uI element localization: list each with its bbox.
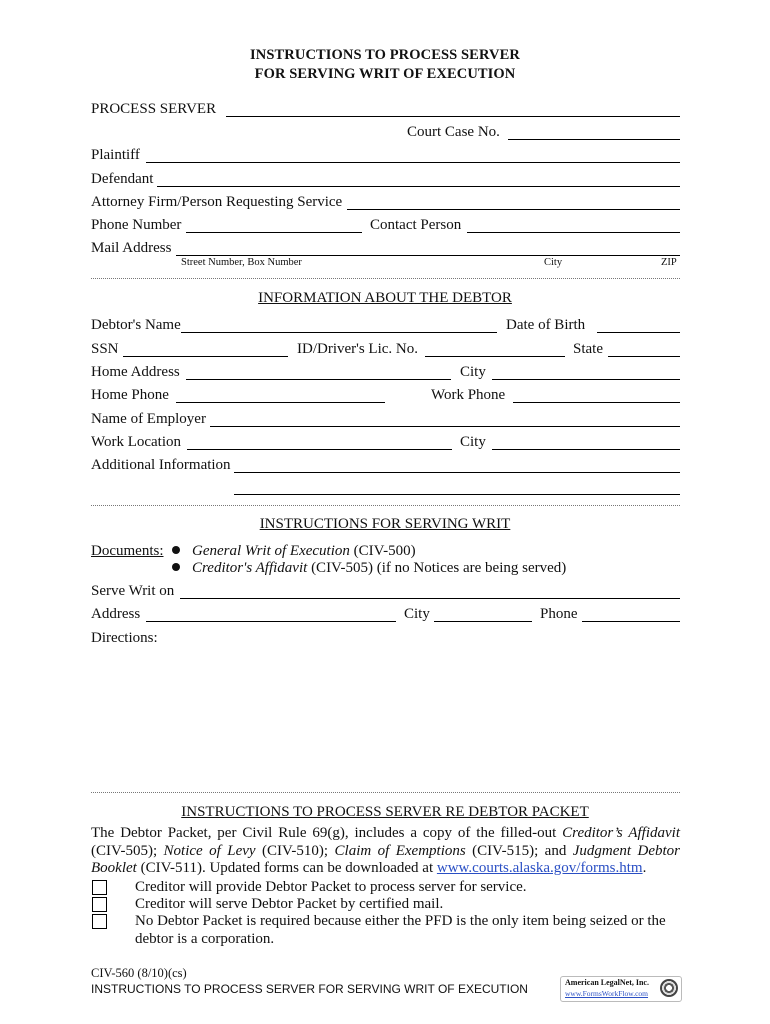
debtor-name-label: Debtor's Name: [91, 317, 181, 333]
packet-section-heading: INSTRUCTIONS TO PROCESS SERVER RE DEBTOR PACKET: [181, 804, 589, 820]
checkbox-creditor-provides[interactable]: [92, 880, 107, 895]
attorney-field[interactable]: [347, 209, 680, 210]
section-divider: [91, 792, 680, 793]
document-item-2: Creditor's Affidavit (CIV-505) (if no Notices are being served): [192, 560, 567, 576]
ssn-field[interactable]: [123, 356, 288, 357]
home-address-label: Home Address: [91, 364, 180, 380]
home-address-field[interactable]: [186, 379, 451, 380]
id-field[interactable]: [425, 356, 565, 357]
employer-field[interactable]: [210, 426, 680, 427]
serve-phone-field[interactable]: [582, 621, 680, 622]
process-server-field[interactable]: [226, 116, 680, 117]
american-legalnet-logo: [560, 976, 682, 1002]
state-field[interactable]: [608, 356, 680, 357]
option-no-packet: No Debtor Packet is required because either the PFD is the only item being seized or the debtor is a corporation.: [135, 913, 666, 947]
street-hint: Street Number, Box Number: [181, 257, 302, 268]
document-item-1: General Writ of Execution (CIV-500): [192, 543, 416, 559]
phone-number-label: Phone Number: [91, 217, 182, 233]
work-city-field[interactable]: [492, 449, 680, 450]
packet-description: The Debtor Packet, per Civil Rule 69(g), includes a copy of the filled-out Creditor’s Affidavit (CIV-505); Notice of Levy (CIV-510); Claim of Exemptions (CIV-515); and Judgment Debtor Booklet (CIV-511). Updated forms can be downloaded at www.courts.alaska.gov/forms.htm.: [91, 825, 681, 876]
logo-website-link[interactable]: www.FormsWorkFlow.com: [565, 989, 649, 998]
state-label: State: [573, 341, 603, 357]
phone-number-field[interactable]: [186, 232, 362, 233]
work-location-field[interactable]: [187, 449, 452, 450]
work-city-label: City: [460, 434, 486, 450]
option-certified-mail: Creditor will serve Debtor Packet by certified mail.: [135, 896, 444, 912]
debtor-name-field[interactable]: [181, 332, 497, 333]
option-creditor-provides: Creditor will provide Debtor Packet to process server for service.: [135, 879, 527, 895]
forms-link[interactable]: www.courts.alaska.gov/forms.htm: [436, 860, 643, 876]
mail-address-field[interactable]: [176, 255, 680, 256]
court-case-no-field[interactable]: [508, 139, 680, 140]
plaintiff-label: Plaintiff: [91, 147, 140, 163]
bullet-icon: [172, 546, 180, 554]
home-city-field[interactable]: [492, 379, 680, 380]
zip-hint: ZIP: [661, 257, 677, 268]
date-of-birth-label: Date of Birth: [506, 317, 586, 333]
defendant-label: Defendant: [91, 171, 154, 187]
work-location-label: Work Location: [91, 434, 182, 450]
section-divider: [91, 505, 680, 506]
ssn-label: SSN: [91, 341, 119, 357]
serve-address-label: Address: [91, 606, 141, 622]
debtor-section-heading: INFORMATION ABOUT THE DEBTOR: [258, 290, 512, 306]
contact-person-field[interactable]: [467, 232, 680, 233]
footer-form-title: INSTRUCTIONS TO PROCESS SERVER FOR SERVING WRIT OF EXECUTION: [91, 982, 528, 996]
mail-address-label: Mail Address: [91, 240, 172, 256]
form-title-line1: INSTRUCTIONS TO PROCESS SERVER: [250, 47, 520, 63]
city-hint: City: [544, 257, 563, 268]
directions-area[interactable]: [91, 650, 680, 785]
serve-address-field[interactable]: [146, 621, 396, 622]
home-phone-field[interactable]: [176, 402, 385, 403]
additional-info-field-1[interactable]: [234, 472, 680, 473]
checkbox-no-packet[interactable]: [92, 914, 107, 929]
serve-city-field[interactable]: [434, 621, 532, 622]
serve-city-label: City: [404, 606, 430, 622]
additional-info-field-2[interactable]: [234, 494, 680, 495]
attorney-label: Attorney Firm/Person Requesting Service: [91, 194, 343, 210]
serve-writ-on-field[interactable]: [180, 598, 680, 599]
home-phone-label: Home Phone: [91, 387, 169, 403]
form-title-line2: FOR SERVING WRIT OF EXECUTION: [254, 66, 516, 82]
work-phone-label: Work Phone: [431, 387, 506, 403]
process-server-label: PROCESS SERVER: [91, 101, 217, 117]
bullet-icon: [172, 563, 180, 571]
serve-phone-label: Phone: [540, 606, 578, 622]
logo-company-name: American LegalNet, Inc.: [565, 978, 649, 987]
additional-info-label: Additional Information: [91, 457, 231, 473]
directions-label: Directions:: [91, 630, 158, 646]
id-label: ID/Driver's Lic. No.: [297, 341, 419, 357]
contact-person-label: Contact Person: [370, 217, 462, 233]
plaintiff-field[interactable]: [146, 162, 680, 163]
court-case-no-label: Court Case No.: [407, 124, 500, 140]
date-of-birth-field[interactable]: [597, 332, 680, 333]
employer-label: Name of Employer: [91, 411, 206, 427]
home-city-label: City: [460, 364, 486, 380]
serving-section-heading: INSTRUCTIONS FOR SERVING WRIT: [259, 516, 511, 532]
defendant-field[interactable]: [157, 186, 680, 187]
seal-icon: [660, 979, 678, 997]
section-divider: [91, 278, 680, 279]
form-number: CIV-560 (8/10)(cs): [91, 966, 187, 980]
serve-writ-on-label: Serve Writ on: [91, 583, 175, 599]
checkbox-certified-mail[interactable]: [92, 897, 107, 912]
work-phone-field[interactable]: [513, 402, 680, 403]
documents-label: Documents:: [91, 543, 164, 559]
